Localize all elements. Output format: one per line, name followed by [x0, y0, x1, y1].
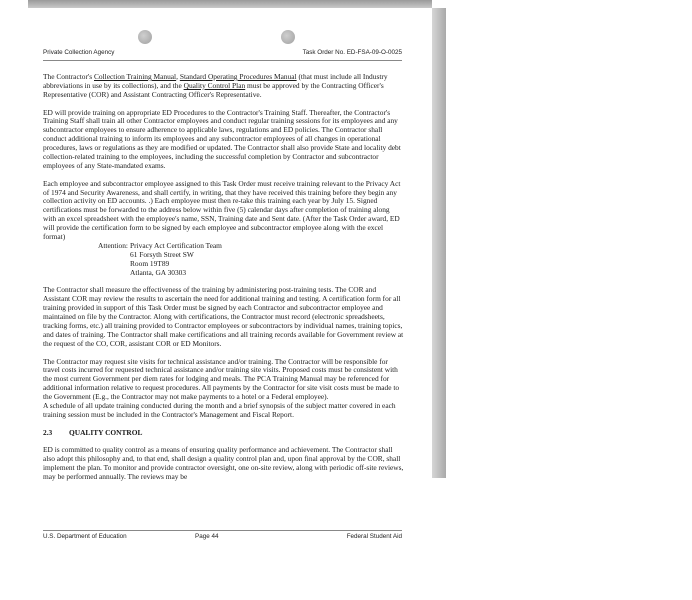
quality-control-plan-term: Quality Control Plan [183, 80, 246, 90]
paragraph-1-text-a: The Contractor's [43, 72, 94, 81]
document-body [43, 73, 404, 491]
paragraph-2: ED will provide training on appropriate ED Procedures to the Contractor's Training Staff. Thereafter, the Contractor's Training Staff shall train all other Contractor employees and conduct regular training sessions for its employees and any subcontractor employees to ensure adherence to applicable laws, regulations and ED policies. The Contractor shall conduct additional training to inform its employees and any subcontractor employees of all changes in operational procedures, laws or regulations as they are modified or updated. The Contractor shall also provide State and locality debt collection-related training to the employees, including the successful completion by Contractor and subcontractor employees of any State-mandated exams. [43, 107, 401, 170]
section-title: QUALITY CONTROL [69, 427, 143, 437]
address-line-2: 61 Forsyth Street SW [130, 249, 194, 259]
paragraph-3: Each employee and subcontractor employee assigned to this Task Order must receive training relevant to the Privacy Act of 1974 and Security Awareness, and shall certify, in writing, that they have received this training before they begin any collection activity on ED accounts. .) Each employee must then re-take this training each year by July 15. Signed certifications must be forwarded to the address below within five (5) calendar days after completion of training along with an excel spreadsheet with the employee's name, SSN, Training date and Sent date. (After the Task Order award, ED will provide the certification form to be signed by each employee and subcontractor employee along with the excel format) [43, 178, 401, 242]
address-line-3: Room 19T89 [130, 258, 170, 268]
page-shadow-top [28, 0, 432, 8]
paragraph-5: The Contractor may request site visits for technical assistance and/or training. The Contractor will be responsible for travel costs incurred for requested technical assistance and/or training site visits. Proposed costs must be consistent with the most current Government per diem rates for lodging and meals. The PCA Training Manual may be referenced for additional information relative to request procedures. All payments by the Contractor for site visit costs must be made to the Government (E.g., the Contractor may not make payments to a hotel or a Federal employee). [43, 356, 400, 402]
page-number: Page 44 [195, 533, 219, 540]
mailing-address [43, 242, 404, 278]
address-label: Attention: [98, 241, 128, 250]
document-page [28, 8, 432, 594]
paragraph-7: ED is committed to quality control as a means of ensuring quality performance and achievement. The Contractor shall also adopt this philosophy and, to that end, shall design a quality control plan and, upon final approval by the COR, shall implement the plan. To monitor and provide contractor oversight, one on-site review, along with periodic off-site reviews, may be performed annually. The reviews may be [43, 445, 404, 482]
punch-hole-right [281, 30, 295, 44]
paragraph-1-text-d: must be approved by the Contracting Officer's Representative (COR) and Assistant Contracting Officer's Representative. [43, 80, 384, 99]
paragraph-4: The Contractor shall measure the effectiveness of the training by administering post-training tests. The COR and Assistant COR may review the results to ascertain the need for additional training and testing. A certification form for all training provided in support of this Task Order must be signed by each Contractor and subcontractor employee and maintained on file by the Contractor. Along with certifications, the Contractor must record (electronic spreadsheets, tracking forms, etc.) all training provided to Contractor employees or subcontractors by individual names, training topics, and dates of training. The Contractor shall make certifications and all training records available for Government review at the request of the CO, COR, assistant COR or ED Monitors. [43, 285, 404, 348]
section-number: 2.3 [43, 427, 53, 437]
paragraph-1-text-b: , [176, 72, 180, 81]
footer-rule [43, 530, 402, 531]
header-rule [43, 60, 402, 61]
header-right-text: Task Order No. ED-FSA-09-O-0025 [302, 49, 402, 56]
header-left-text: Private Collection Agency [43, 49, 115, 56]
page-shadow-right [432, 8, 446, 478]
page-header [43, 49, 402, 56]
paragraph-6: A schedule of all update training conducted during the month and a brief synopsis of the subject matter covered in each training session must be included in the Contractor's Management and Fiscal Report. [43, 401, 396, 419]
address-line-4: Atlanta, GA 30303 [130, 267, 187, 277]
section-heading [43, 429, 404, 438]
collection-training-manual-term: Collection Training Manual [94, 72, 177, 81]
footer-right-text: Federal Student Aid [346, 533, 402, 540]
paragraph-1-text-c: (that must include all Industry abbreviations in use by its collections), and the [43, 72, 388, 90]
page-footer [43, 533, 402, 540]
sop-manual-term: Standard Operating Procedures Manual [179, 72, 297, 81]
paragraph-1 [43, 73, 404, 100]
footer-left-text: U.S. Department of Education [43, 533, 127, 540]
punch-hole-left [138, 30, 152, 44]
address-line-1: Privacy Act Certification Team [130, 241, 222, 250]
